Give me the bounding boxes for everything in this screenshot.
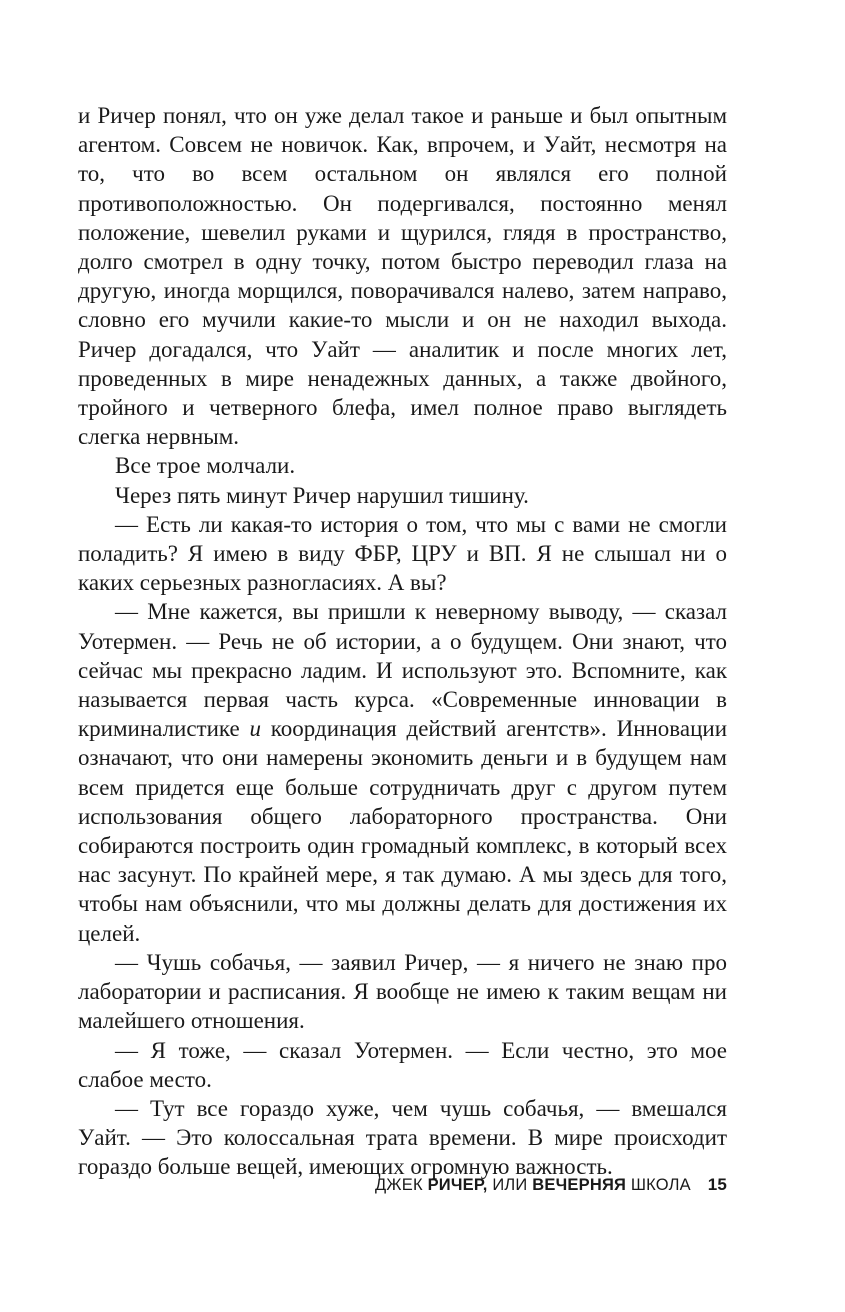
footer-series-name: РИЧЕР, [427, 1176, 488, 1194]
paragraph-8: — Тут все гораздо хуже, чем чушь собачья, — вмешался Уайт. — Это колоссальная трата времени. В мире происходит гораздо больше вещей, имеющих огромную важность. [78, 1095, 727, 1180]
paragraph-5 [78, 597, 727, 947]
paragraph-2: Все трое молчали. [115, 453, 296, 479]
paragraph-6: — Чушь собачья, — заявил Ричер, — я ничего не знаю про лаборатории и расписания. Я вообще не имею к таким вещам ни малейшего отношения. [78, 949, 727, 1034]
paragraph-1: и Ричер понял, что он уже делал такое и раньше и был опытным агентом. Совсем не новичок. Как, впрочем, и Уайт, несмотря на то, что во всем остальном он являлся его полной противоположностью. Он подергивался, постоянно менял положение, шевелил руками и щурился, глядя в пространство, долго смотрел в одну точку, потом быстро переводил глаза на другую, иногда морщился, поворачивался налево, затем направо, словно его мучили какие-то мысли и он не находил выхода. Ричер догадался, что Уайт — аналитик и после многих лет, проведенных в мире ненадежных данных, а также двойного, тройного и четверного блефа, имел полное право выглядеть слегка нервным. [78, 103, 727, 450]
footer-connector: ИЛИ [492, 1176, 528, 1194]
footer-author: ДЖЕК [374, 1176, 423, 1194]
footer-title-rest: ШКОЛА [630, 1176, 691, 1194]
paragraph-4: — Есть ли какая-то история о том, что мы с вами не смогли поладить? Я имею в виду ФБР, ЦРУ и ВП. Я не слышал ни о каких серьезных разногласиях. А вы? [78, 511, 727, 596]
paragraph-5-italic-word: и [249, 716, 262, 742]
page-number: 15 [707, 1175, 727, 1194]
footer-title-bold: ВЕЧЕРНЯЯ [532, 1176, 627, 1194]
paragraph-3: Через пять минут Ричер нарушил тишину. [115, 482, 529, 508]
paragraph-5-part-1: — Мне кажется, вы пришли к неверному выводу, — сказал Уотермен. — Речь не об истории, а о будущем. Они знают, что сейчас мы прекрасно ладим. И используют это. Вспомните, как называется первая часть курса. «Современные инновации в криминалистике [78, 599, 727, 742]
paragraph-7: — Я тоже, — сказал Уотермен. — Если честно, это мое слабое место. [78, 1037, 727, 1092]
page-body [78, 101, 727, 1182]
running-footer [0, 1175, 727, 1195]
paragraph-5-part-2: координация действий агентств». Инновации означают, что они намерены экономить деньги и в будущем нам всем придется еще больше сотрудничать друг с другом путем использования общего лабораторного пространства. Они собираются построить один громадный комплекс, в который всех нас засунут. По крайней мере, я так думаю. А мы здесь для того, чтобы нам объяснили, что мы должны делать для достижения их целей. [78, 716, 727, 946]
